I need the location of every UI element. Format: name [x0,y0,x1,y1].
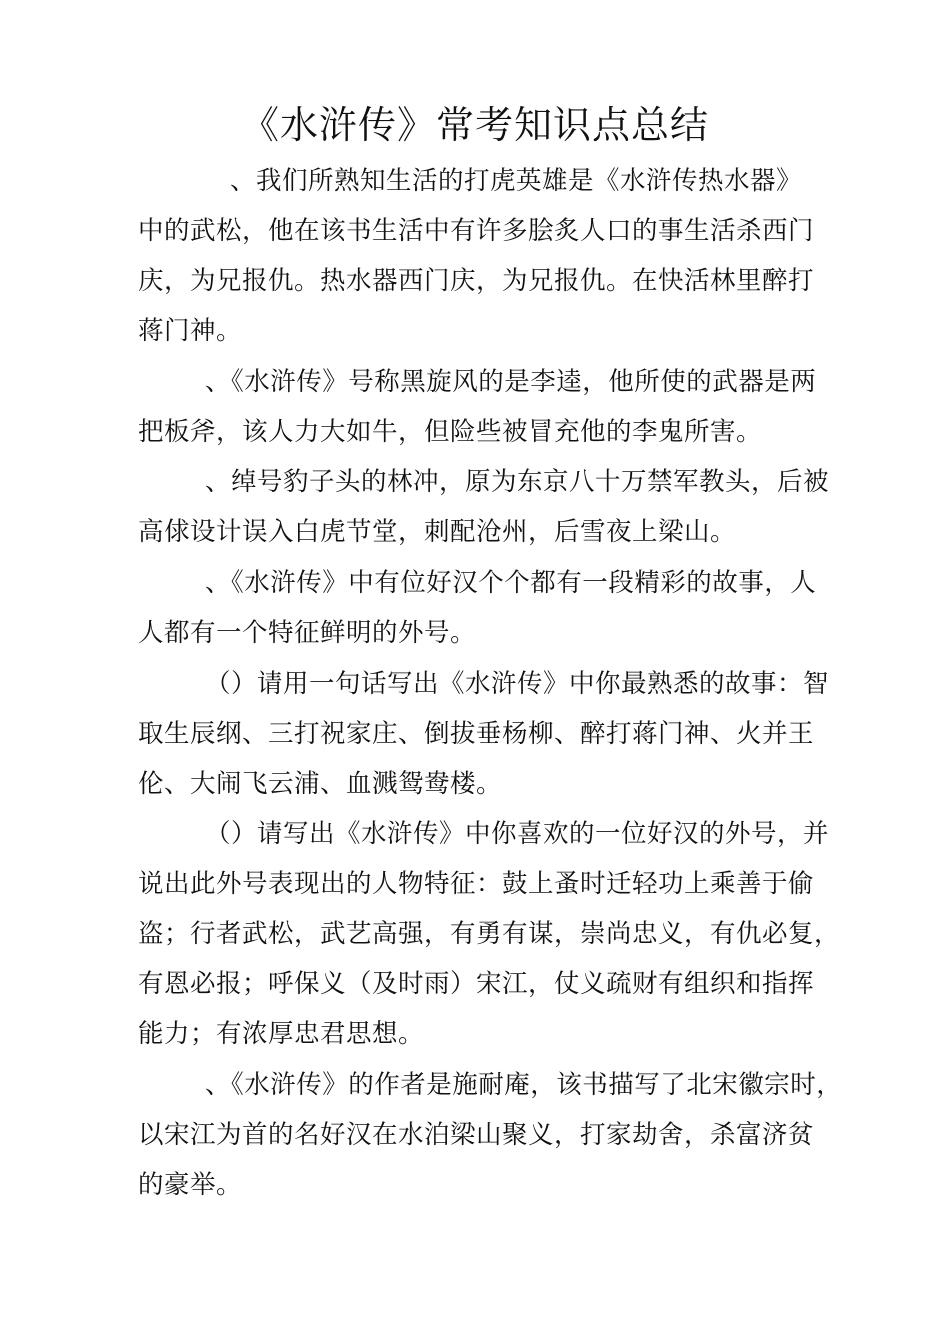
paragraph-1-line-4: 蒋门神。 [138,316,243,346]
paragraph-3-line-2: 高俅设计误入白虎节堂，刺配沧州，后雪夜上梁山。 [138,517,737,547]
paragraph-7-line-3: 的豪举。 [138,1170,243,1200]
paragraph-2-line-2: 把板斧，该人力大如牛，但险些被冒充他的李鬼所害。 [138,417,763,447]
paragraph-5-line-1: （）请用一句话写出《水浒传》中你最熟悉的故事：智 [205,669,830,699]
paragraph-6-line-3: 盗；行者武松，武艺高强，有勇有谋，崇尚忠义，有仇必复， [138,919,841,949]
paragraph-4-line-1: 、《水浒传》中有位好汉个个都有一段精彩的故事，人 [205,568,817,598]
paragraph-2-line-1: 、《水浒传》号称黑旋风的是李逵，他所使的武器是两 [205,367,817,397]
document-title: 《水浒传》常考知识点总结 [240,103,709,147]
paragraph-6-line-5: 能力；有浓厚忠君思想。 [138,1019,425,1049]
paragraph-6-line-1: （）请写出《水浒传》中你喜欢的一位好汉的外号，并 [205,819,830,849]
paragraph-7-line-2: 以宋江为首的名好汉在水泊梁山聚义，打家劫舍，杀富济贫 [138,1120,815,1150]
paragraph-5-line-2: 取生辰纲、三打祝家庄、倒拔垂杨柳、醉打蒋门神、火并王 [138,719,815,749]
paragraph-6-line-2: 说出此外号表现出的人物特征：鼓上蚤时迁轻功上乘善于偷 [138,869,815,899]
paragraph-1-line-1: 、我们所熟知生活的打虎英雄是《水浒传热水器》 [230,166,803,196]
paragraph-7-line-1: 、《水浒传》的作者是施耐庵，该书描写了北宋徽宗时， [205,1070,843,1100]
paragraph-3-line-1: 、绰号豹子头的林冲，原为东京八十万禁军教头，后被 [205,467,830,497]
paragraph-5-line-3: 伦、大闹飞云浦、血溅鸳鸯楼。 [138,769,503,799]
paragraph-1-line-3: 庆，为兄报仇。热水器西门庆，为兄报仇。在快活林里醉打 [138,266,815,296]
paragraph-6-line-4: 有恩必报；呼保义（及时雨）宋江，仗义疏财有组织和指挥 [138,969,815,999]
paragraph-4-line-2: 人都有一个特征鲜明的外号。 [138,618,477,648]
paragraph-1-line-2: 中的武松，他在该书生活中有许多脍炙人口的事生活杀西门 [138,216,815,246]
